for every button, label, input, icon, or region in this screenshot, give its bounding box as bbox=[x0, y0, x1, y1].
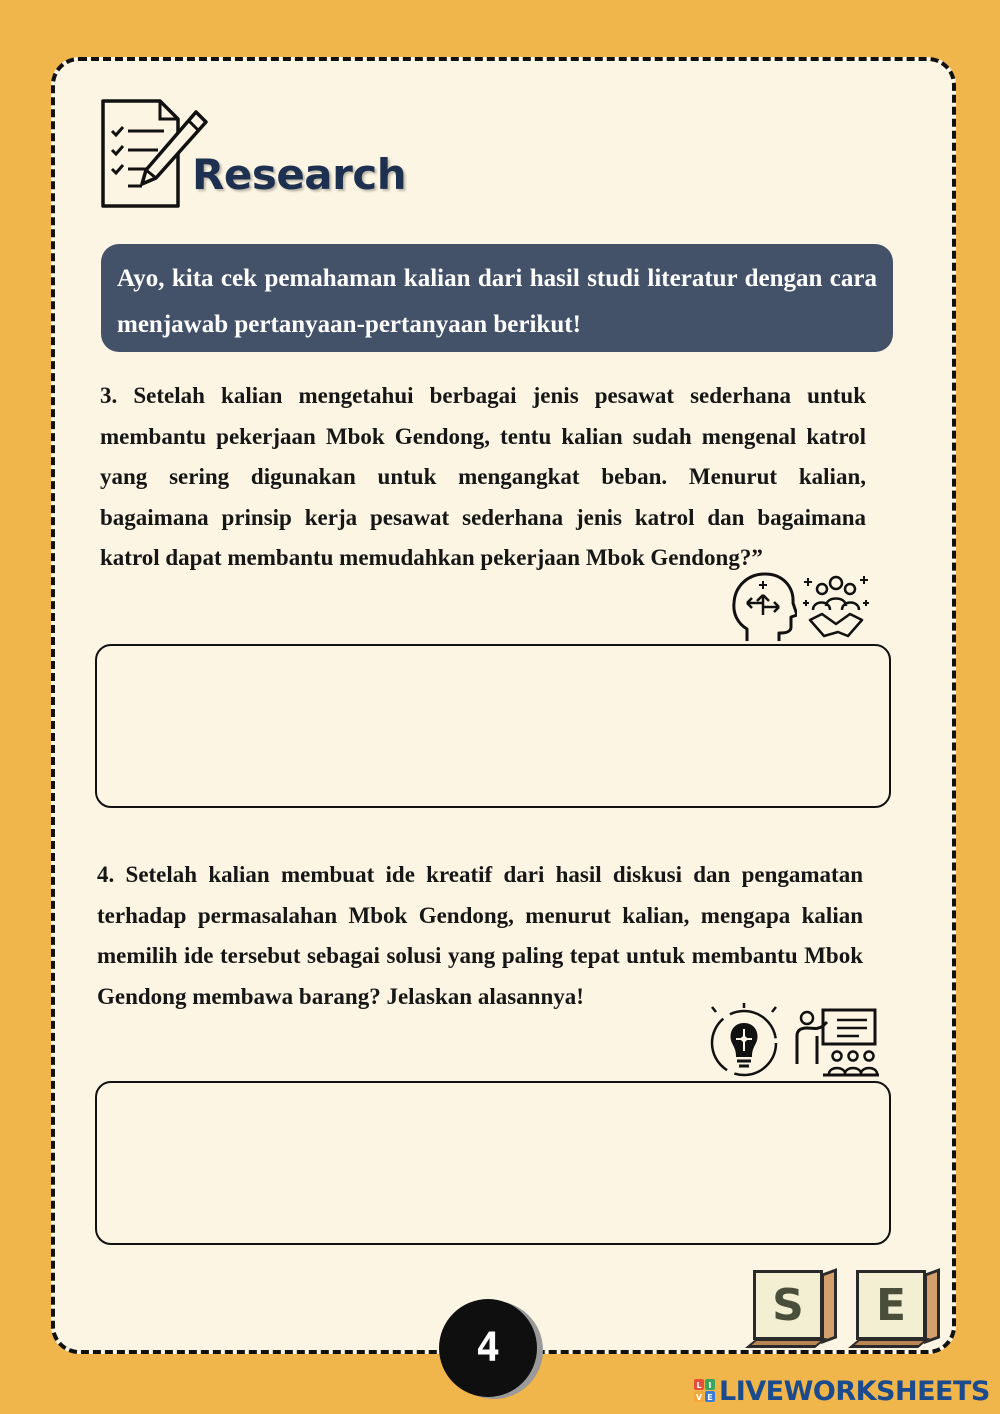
letter-block-s bbox=[753, 1270, 839, 1346]
page-title: Research bbox=[192, 150, 407, 199]
brand-name: LIVEWORKSHEETS bbox=[719, 1375, 990, 1407]
svg-text:E: E bbox=[707, 1393, 713, 1402]
liveworksheets-logo-icon bbox=[694, 1379, 716, 1403]
question-4: 4. Setelah kalian membuat ide kreatif dari hasil diskusi dan pengamatan terhadap permasalahan Mbok Gendong, menurut kalian, mengapa kalian memilih ide tersebut sebagai solusi yang paling tepat untuk membantu Mbok Gendong membawa barang? Jelaskan alasannya! bbox=[97, 862, 863, 1009]
lightbulb-puzzle-icon bbox=[706, 1003, 782, 1079]
svg-text:V: V bbox=[695, 1393, 703, 1402]
svg-text:L: L bbox=[696, 1381, 702, 1390]
answer-box-3[interactable] bbox=[95, 644, 891, 808]
letter-block-e bbox=[856, 1270, 942, 1346]
page-number: 4 bbox=[439, 1299, 537, 1397]
question-3: 3. Setelah kalian mengetahui berbagai jenis pesawat sederhana untuk membantu pekerjaan Mbok Gendong, tentu kalian sudah mengenal katrol yang sering digunakan untuk mengangkat beban. Menurut kalian, bagaimana prinsip kerja pesawat sederhana jenis katrol dan bagaimana katrol dapat membantu memudahkan pekerjaan Mbok Gendong?” bbox=[100, 383, 866, 570]
letter-block-e-label: E bbox=[856, 1270, 926, 1340]
liveworksheets-brand[interactable] bbox=[694, 1376, 990, 1406]
head-arrows-icon bbox=[731, 571, 797, 643]
svg-text:I: I bbox=[708, 1381, 712, 1390]
presentation-icon bbox=[793, 1006, 879, 1078]
teamwork-handshake-icon bbox=[802, 572, 870, 640]
letter-block-s-label: S bbox=[753, 1270, 823, 1340]
answer-box-4[interactable] bbox=[95, 1081, 891, 1245]
intro-banner: Ayo, kita cek pemahaman kalian dari hasil studi literatur dengan cara menjawab pertanyaan-pertanyaan berikut! bbox=[101, 244, 893, 352]
